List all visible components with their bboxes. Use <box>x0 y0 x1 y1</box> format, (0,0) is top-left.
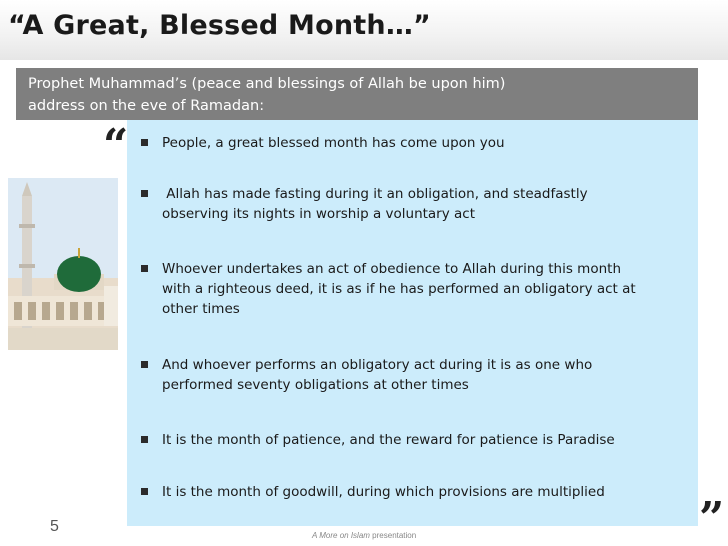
bullet-item <box>134 133 690 153</box>
mosque-photo <box>8 178 118 350</box>
bullet-text-line: other times <box>162 301 240 317</box>
bullet-text-line: Allah has made fasting during it an obligation, and steadfastly <box>162 186 588 202</box>
bullet-text-line: with a righteous deed, it is as if he has performed an obligatory act at <box>162 281 636 297</box>
square-bullet-icon <box>141 139 148 146</box>
bullet-item <box>134 482 690 502</box>
bullet-item <box>134 430 690 450</box>
subtitle-line-1: Prophet Muhammad’s (peace and blessings of Allah be upon him) <box>28 76 506 92</box>
slide-title: “A Great, Blessed Month…” <box>8 10 431 41</box>
square-bullet-icon <box>141 436 148 443</box>
open-quote-mark: “ <box>103 120 129 171</box>
footer-italic-text: A More on Islam <box>312 531 370 540</box>
subtitle-line-2: address on the eve of Ramadan: <box>28 98 265 114</box>
content-box <box>127 120 698 526</box>
bullet-text-line: People, a great blessed month has come upon you <box>162 135 505 151</box>
bullet-text-line: Whoever undertakes an act of obedience to Allah during this month <box>162 261 621 277</box>
square-bullet-icon <box>141 265 148 272</box>
square-bullet-icon <box>141 488 148 495</box>
square-bullet-icon <box>141 190 148 197</box>
bullet-text-line: observing its nights in worship a voluntary act <box>162 206 476 222</box>
bullet-text-line: It is the month of goodwill, during which provisions are multiplied <box>162 484 605 500</box>
bullet-item <box>134 259 690 319</box>
close-quote-mark: ” <box>699 493 725 544</box>
bullet-text-line: And whoever performs an obligatory act during it is as one who <box>162 357 593 373</box>
bullet-item <box>134 355 690 395</box>
bullet-item <box>134 184 690 224</box>
subtitle-bar <box>16 68 698 120</box>
bullet-text-line: It is the month of patience, and the reward for patience is Paradise <box>162 432 615 448</box>
footer-credit <box>312 531 416 540</box>
footer-rest-text: presentation <box>369 531 417 540</box>
bullet-text-line: performed seventy obligations at other times <box>162 377 469 393</box>
square-bullet-icon <box>141 361 148 368</box>
slide-number: 5 <box>50 518 59 535</box>
